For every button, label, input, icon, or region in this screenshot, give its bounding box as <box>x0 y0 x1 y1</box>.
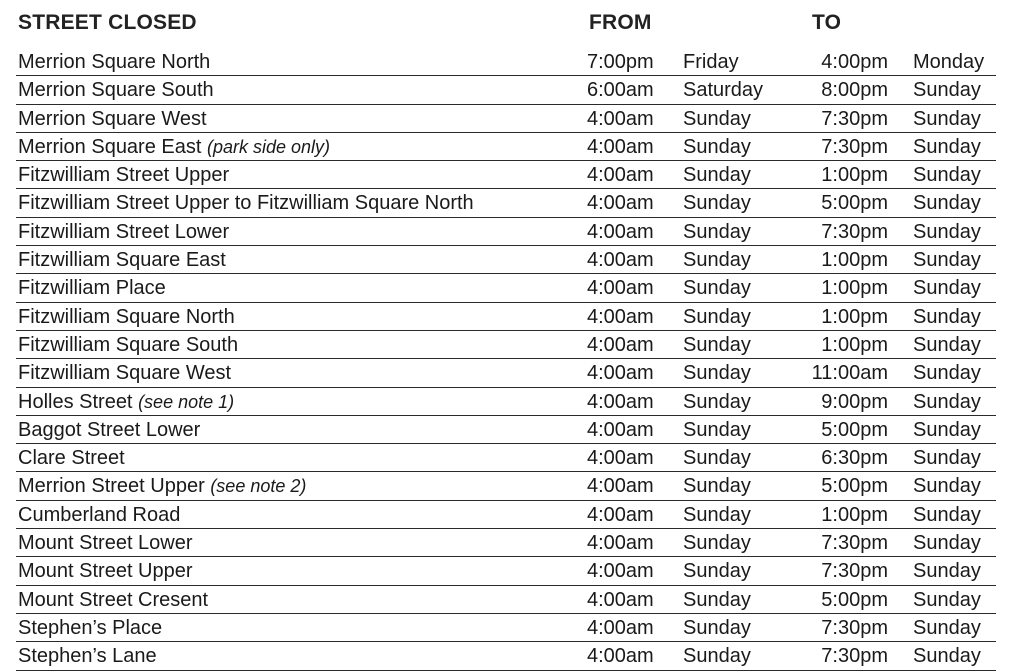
street-name: Fitzwilliam Square South <box>18 333 239 356</box>
street-name: Stephen’s Lane <box>18 645 157 668</box>
to-day: Sunday <box>913 418 981 441</box>
from-day: Sunday <box>683 532 751 555</box>
from-day: Sunday <box>683 616 751 639</box>
table-row <box>16 76 996 104</box>
to-day: Sunday <box>913 164 981 187</box>
from-day: Sunday <box>683 192 751 215</box>
from-day: Sunday <box>683 135 751 158</box>
street-name-cell <box>18 645 157 667</box>
to-day: Sunday <box>913 588 981 611</box>
to-time: 4:00pm <box>821 51 888 73</box>
from-time: 4:00am <box>587 503 654 526</box>
street-name: Merrion Square North <box>18 51 211 73</box>
from-day: Sunday <box>683 277 751 300</box>
to-time: 7:30pm <box>821 645 888 668</box>
from-day: Sunday <box>683 475 751 498</box>
street-name-cell <box>18 419 200 441</box>
table-row <box>16 557 996 585</box>
to-day: Monday <box>913 51 985 73</box>
to-day: Sunday <box>913 192 981 215</box>
to-time: 6:30pm <box>821 447 888 470</box>
street-note: (see note 2) <box>210 476 307 497</box>
from-time: 4:00am <box>587 588 654 611</box>
table-row <box>16 133 996 161</box>
to-time: 9:00pm <box>821 390 888 413</box>
table-header <box>0 0 1024 46</box>
from-day: Sunday <box>683 418 751 441</box>
from-day: Sunday <box>683 645 751 668</box>
street-name: Fitzwilliam Street Lower <box>18 220 230 243</box>
from-day: Saturday <box>683 79 764 102</box>
to-time: 7:30pm <box>821 560 888 583</box>
table-row <box>16 529 996 557</box>
header-to: TO <box>812 11 842 34</box>
street-name-cell <box>18 362 231 384</box>
table-row <box>16 586 996 614</box>
to-time: 1:00pm <box>821 249 888 272</box>
street-name: Merrion Street Upper <box>18 475 205 498</box>
table-row <box>16 274 996 302</box>
table-row <box>16 303 996 331</box>
table-row <box>16 359 996 387</box>
street-name-cell <box>18 447 125 469</box>
street-name: Mount Street Upper <box>18 560 193 583</box>
street-name: Baggot Street Lower <box>18 418 201 441</box>
to-day: Sunday <box>913 79 981 102</box>
to-day: Sunday <box>913 107 981 130</box>
street-name: Fitzwilliam Square West <box>18 362 232 385</box>
header-street-closed: STREET CLOSED <box>18 11 197 34</box>
from-day: Sunday <box>683 362 751 385</box>
from-day: Sunday <box>683 333 751 356</box>
street-name: Mount Street Lower <box>18 532 193 555</box>
from-time: 4:00am <box>587 616 654 639</box>
from-day: Sunday <box>683 249 751 272</box>
from-day: Sunday <box>683 220 751 243</box>
street-name-cell <box>18 475 306 497</box>
to-time: 7:30pm <box>821 107 888 130</box>
street-name: Fitzwilliam Street Upper to Fitzwilliam Square North <box>18 192 474 215</box>
to-time: 5:00pm <box>821 418 888 441</box>
street-name: Fitzwilliam Place <box>18 277 166 300</box>
to-time: 1:00pm <box>821 333 888 356</box>
to-day: Sunday <box>913 475 981 498</box>
street-name-cell <box>18 277 166 299</box>
to-day: Sunday <box>913 249 981 272</box>
street-name-cell <box>18 532 193 554</box>
to-day: Sunday <box>913 532 981 555</box>
to-day: Sunday <box>913 645 981 668</box>
street-name: Cumberland Road <box>18 503 181 526</box>
from-time: 7:00pm <box>587 51 654 73</box>
table-row <box>16 416 996 444</box>
street-name-cell <box>18 108 207 130</box>
table-row <box>16 48 996 76</box>
from-time: 4:00am <box>587 305 654 328</box>
table-row <box>16 218 996 246</box>
to-time: 8:00pm <box>821 79 888 102</box>
to-day: Sunday <box>913 616 981 639</box>
from-time: 4:00am <box>587 220 654 243</box>
to-day: Sunday <box>913 277 981 300</box>
street-name-cell <box>18 164 229 186</box>
street-name: Fitzwilliam Square North <box>18 305 235 328</box>
street-name-cell <box>18 51 210 73</box>
street-name: Fitzwilliam Street Upper <box>18 164 230 187</box>
from-day: Sunday <box>683 390 751 413</box>
from-time: 4:00am <box>587 249 654 272</box>
from-time: 4:00am <box>587 164 654 187</box>
from-time: 4:00am <box>587 192 654 215</box>
to-day: Sunday <box>913 305 981 328</box>
from-time: 4:00am <box>587 390 654 413</box>
from-day: Sunday <box>683 447 751 470</box>
to-day: Sunday <box>913 447 981 470</box>
table-row <box>16 105 996 133</box>
to-time: 5:00pm <box>821 475 888 498</box>
from-time: 4:00am <box>587 333 654 356</box>
table-row <box>16 444 996 472</box>
street-name: Holles Street <box>18 390 133 413</box>
from-time: 4:00am <box>587 135 654 158</box>
to-time: 5:00pm <box>821 192 888 215</box>
table-row <box>16 189 996 217</box>
from-time: 4:00am <box>587 560 654 583</box>
from-day: Friday <box>683 51 739 73</box>
to-day: Sunday <box>913 560 981 583</box>
street-note: (see note 1) <box>138 391 235 412</box>
table-row <box>16 161 996 189</box>
table-row <box>16 614 996 642</box>
from-time: 4:00am <box>587 418 654 441</box>
from-time: 4:00am <box>587 532 654 555</box>
to-time: 1:00pm <box>821 503 888 526</box>
to-day: Sunday <box>913 220 981 243</box>
street-note: (park side only) <box>206 136 331 157</box>
to-time: 5:00pm <box>821 588 888 611</box>
street-name-cell <box>18 391 234 413</box>
table-row <box>16 472 996 500</box>
street-name-cell <box>18 192 474 214</box>
street-name-cell <box>18 560 193 582</box>
street-name: Merrion Square West <box>18 107 207 130</box>
to-day: Sunday <box>913 503 981 526</box>
table-row <box>16 388 996 416</box>
to-day: Sunday <box>913 390 981 413</box>
from-day: Sunday <box>683 560 751 583</box>
to-day: Sunday <box>913 362 981 385</box>
street-name-cell <box>18 589 208 611</box>
to-day: Sunday <box>913 333 981 356</box>
street-name-cell <box>18 504 180 526</box>
to-time: 1:00pm <box>821 305 888 328</box>
table-row <box>16 246 996 274</box>
from-day: Sunday <box>683 305 751 328</box>
to-time: 7:30pm <box>821 532 888 555</box>
to-time: 7:30pm <box>821 135 888 158</box>
from-day: Sunday <box>683 588 751 611</box>
from-day: Sunday <box>683 107 751 130</box>
from-time: 4:00am <box>587 475 654 498</box>
header-from: FROM <box>589 11 652 34</box>
from-day: Sunday <box>683 503 751 526</box>
street-name-cell <box>18 617 162 639</box>
table-row <box>16 331 996 359</box>
street-name-cell <box>18 249 226 271</box>
street-name: Fitzwilliam Square East <box>18 249 226 272</box>
table-row <box>16 501 996 529</box>
to-day: Sunday <box>913 135 981 158</box>
from-time: 4:00am <box>587 447 654 470</box>
street-name: Clare Street <box>18 447 125 470</box>
from-time: 4:00am <box>587 362 654 385</box>
street-name: Mount Street Cresent <box>18 588 209 611</box>
table-row <box>16 642 996 670</box>
street-name-cell <box>18 334 238 356</box>
street-name: Merrion Square East <box>18 135 202 158</box>
from-time: 4:00am <box>587 277 654 300</box>
from-time: 4:00am <box>587 107 654 130</box>
street-name-cell <box>18 221 229 243</box>
to-time: 1:00pm <box>821 277 888 300</box>
from-time: 4:00am <box>587 645 654 668</box>
table-body <box>0 48 1024 671</box>
to-time: 11:00am <box>811 362 888 385</box>
street-name-cell <box>18 136 330 158</box>
street-name: Merrion Square South <box>18 79 214 102</box>
street-name-cell <box>18 306 235 328</box>
to-time: 7:30pm <box>821 616 888 639</box>
street-name: Stephen’s Place <box>18 616 163 639</box>
to-time: 7:30pm <box>821 220 888 243</box>
from-day: Sunday <box>683 164 751 187</box>
to-time: 1:00pm <box>821 164 888 187</box>
from-time: 6:00am <box>587 79 654 102</box>
street-name-cell <box>18 79 214 101</box>
